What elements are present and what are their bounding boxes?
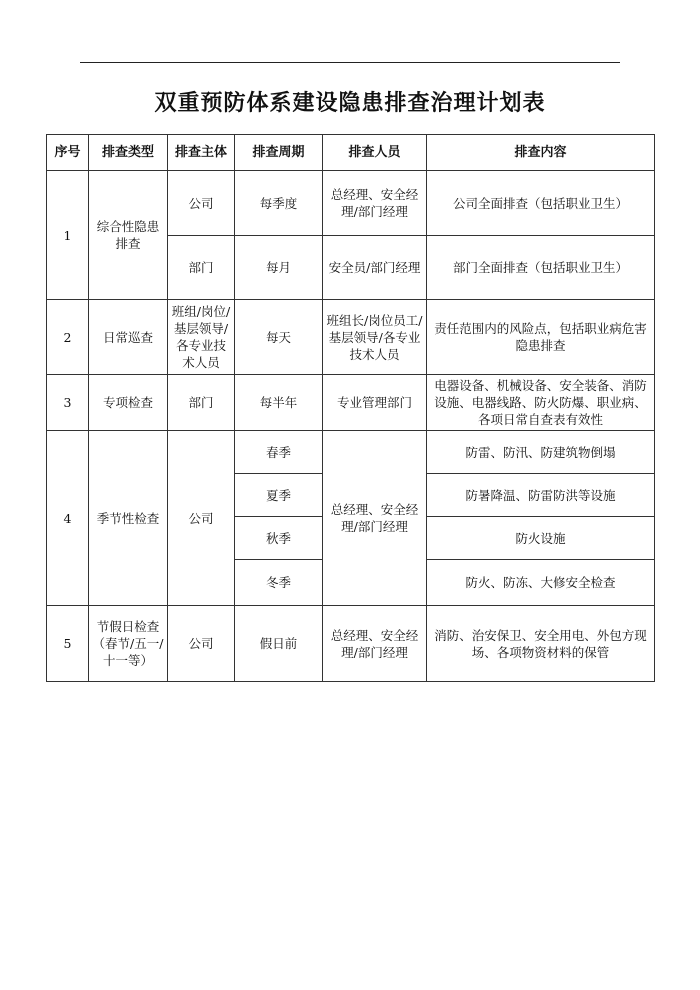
header-no: 序号: [47, 135, 89, 171]
cell-type: 节假日检查（春节/五一/十一等）: [89, 606, 168, 682]
cell-entity: 班组/岗位/基层领导/各专业技术人员: [168, 300, 235, 375]
cell-no: 1: [47, 171, 89, 300]
cell-entity: 公司: [168, 431, 235, 606]
cell-entity: 部门: [168, 236, 235, 300]
table-row: [47, 300, 655, 375]
plan-table: [46, 134, 655, 682]
cell-content: 公司全面排查（包括职业卫生）: [427, 171, 655, 236]
cell-content: 电器设备、机械设备、安全装备、消防设施、电器线路、防火防爆、职业病、各项日常自查表有效性: [427, 375, 655, 431]
cell-staff: 总经理、安全经理/部门经理: [323, 431, 427, 606]
cell-period: 夏季: [235, 474, 323, 517]
cell-content: 防火设施: [427, 517, 655, 560]
cell-entity: 部门: [168, 375, 235, 431]
cell-content: 责任范围内的风险点，包括职业病危害隐患排查: [427, 300, 655, 375]
cell-no: 2: [47, 300, 89, 375]
cell-period: 每月: [235, 236, 323, 300]
cell-content: 防暑降温、防雷防洪等设施: [427, 474, 655, 517]
cell-entity: 公司: [168, 171, 235, 236]
cell-content: 消防、治安保卫、安全用电、外包方现场、各项物资材料的保管: [427, 606, 655, 682]
header-staff: 排查人员: [323, 135, 427, 171]
table-row: [47, 606, 655, 682]
header-period: 排查周期: [235, 135, 323, 171]
cell-staff: 总经理、安全经理/部门经理: [323, 171, 427, 236]
cell-type: 专项检查: [89, 375, 168, 431]
header-type: 排查类型: [89, 135, 168, 171]
cell-content: 防雷、防汛、防建筑物倒塌: [427, 431, 655, 474]
cell-staff: 总经理、安全经理/部门经理: [323, 606, 427, 682]
header-content: 排查内容: [427, 135, 655, 171]
cell-type: 综合性隐患排查: [89, 171, 168, 300]
table-row: [47, 171, 655, 236]
cell-content: 防火、防冻、大修安全检查: [427, 560, 655, 606]
document-title: 双重预防体系建设隐患排查治理计划表: [154, 90, 546, 116]
cell-period: 每季度: [235, 171, 323, 236]
cell-type: 日常巡查: [89, 300, 168, 375]
cell-period: 春季: [235, 431, 323, 474]
cell-period: 每天: [235, 300, 323, 375]
cell-staff: 安全员/部门经理: [323, 236, 427, 300]
cell-staff: 专业管理部门: [323, 375, 427, 431]
table-row: [47, 375, 655, 431]
cell-period: 秋季: [235, 517, 323, 560]
cell-staff: 班组长/岗位员工/基层领导/各专业技术人员: [323, 300, 427, 375]
cell-type: 季节性检查: [89, 431, 168, 606]
cell-no: 4: [47, 431, 89, 606]
cell-content: 部门全面排查（包括职业卫生）: [427, 236, 655, 300]
cell-no: 5: [47, 606, 89, 682]
header-entity: 排查主体: [168, 135, 235, 171]
cell-period: 假日前: [235, 606, 323, 682]
header-rule: [80, 62, 620, 63]
cell-entity: 公司: [168, 606, 235, 682]
cell-no: 3: [47, 375, 89, 431]
table-row: [47, 431, 655, 474]
table-header-row: [47, 135, 655, 171]
cell-period: 每半年: [235, 375, 323, 431]
cell-period: 冬季: [235, 560, 323, 606]
